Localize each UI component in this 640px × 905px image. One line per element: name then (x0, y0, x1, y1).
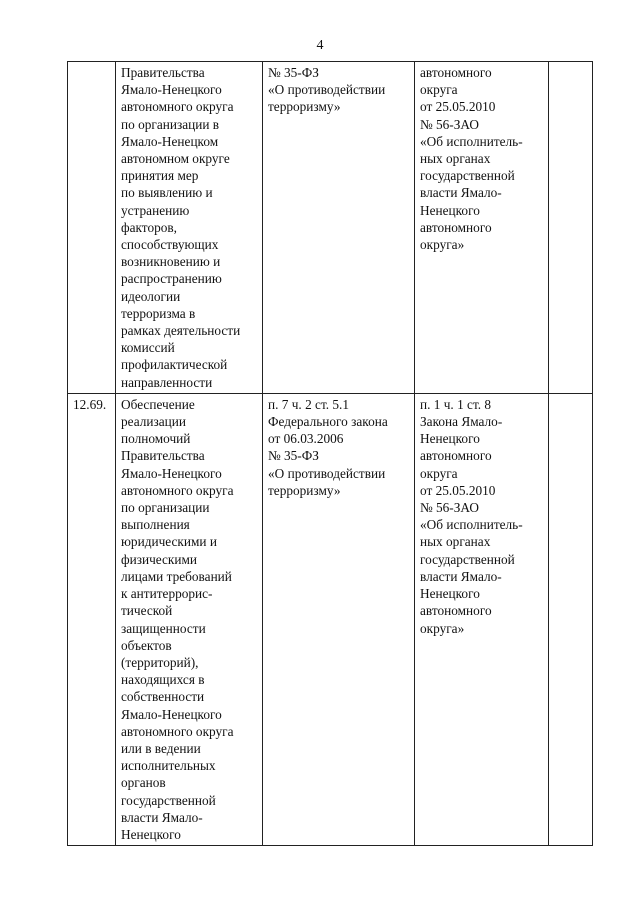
federal-law-basis-cell: п. 7 ч. 2 ст. 5.1 Федерального закона от 06.03.2006 № 35-ФЗ «О противодействии терроризму» (263, 393, 415, 845)
extra-cell (549, 62, 593, 394)
page-number: 4 (316, 38, 324, 53)
regional-law-basis-cell: автономного округа от 25.05.2010 № 56-ЗАО «Об исполнитель- ных органах государственной власти Ямало- Ненецкого автономного округа» (415, 62, 549, 394)
powers-table (67, 61, 593, 846)
row-number-cell (68, 62, 116, 394)
regional-law-basis-cell: п. 1 ч. 1 ст. 8 Закона Ямало- Ненецкого автономного округа от 25.05.2010 № 56-ЗАО «Об исполнитель- ных органах государственной власти Ямало- Ненецкого автономного округа» (415, 393, 549, 845)
power-description-cell: Обеспечение реализации полномочий Правительства Ямало-Ненецкого автономного округа по организации выполнения юридическими и физическими лицами требований к антитеррорис- тической защищенности объектов (территорий), находящихся в собственности Ямало-Ненецкого автономного округа или в ведении исполнительных органов государственной власти Ямало- Ненецкого (116, 393, 263, 845)
table-row (68, 62, 593, 394)
extra-cell (549, 393, 593, 845)
row-number-cell: 12.69. (68, 393, 116, 845)
federal-law-basis-cell: № 35-ФЗ «О противодействии терроризму» (263, 62, 415, 394)
table-row (68, 393, 593, 845)
power-description-cell: Правительства Ямало-Ненецкого автономного округа по организации в Ямало-Ненецком автономном округе принятия мер по выявлению и устранению факторов, способствующих возникновению и распространению идеологии терроризма в рамках деятельности комиссий профилактической направленности (116, 62, 263, 394)
